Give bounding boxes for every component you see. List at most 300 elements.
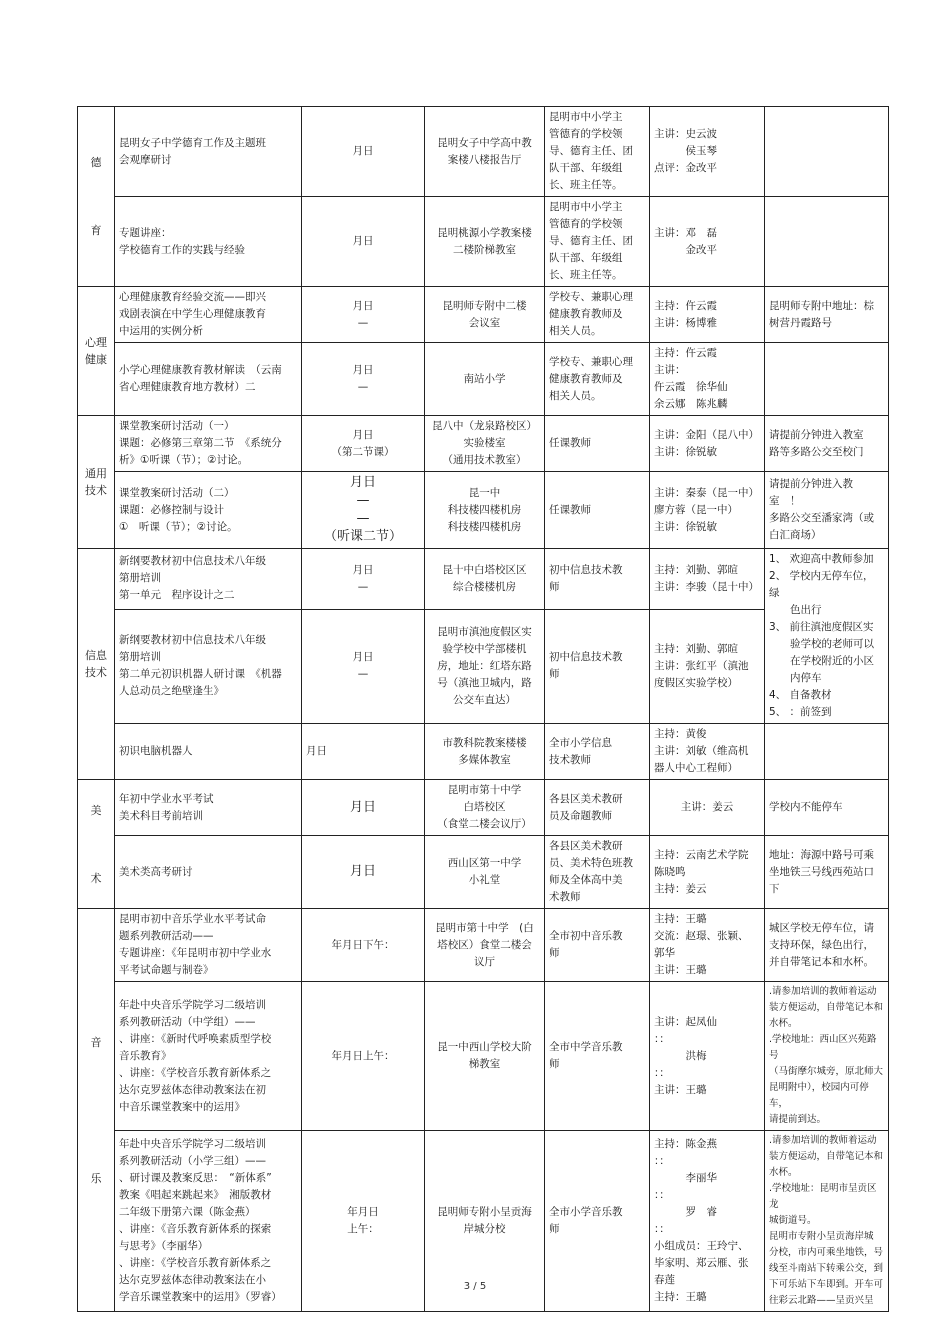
venue-cell: [425, 416, 545, 472]
staff-cell: [650, 836, 765, 909]
venue-cell-line: 公交车直达）: [453, 693, 516, 706]
venue-cell-line: 议厅: [474, 955, 495, 968]
topic-cell-line: 第二单元初识机器人研讨课 《机器: [119, 668, 282, 681]
date-cell: [302, 472, 425, 549]
topic-cell-line: 题系列教研活动——: [119, 930, 214, 942]
staff-cell: [650, 343, 765, 416]
note-cell-line: 装方便运动，自带笔记本和: [769, 1151, 884, 1162]
venue-cell-line: 岸城分校: [463, 1223, 506, 1235]
staff-cell-line: 主持：云南艺术学院: [654, 848, 749, 861]
topic-cell-line: 系列教研活动（中学组）——: [119, 1015, 256, 1028]
note-cell-line: .学校地址：昆明市呈贡区龙: [769, 1183, 877, 1210]
staff-cell-line: 主讲：王璐: [654, 964, 707, 976]
audience-cell: [545, 780, 650, 836]
venue-cell-line: 市教科院教案楼楼: [442, 736, 527, 749]
topic-cell-line: 音乐教育》: [119, 1049, 172, 1062]
staff-cell-line: 主持：王璐: [654, 913, 707, 925]
audience-cell-line: 师: [549, 947, 560, 959]
audience-cell: [545, 197, 650, 287]
note-cell: [765, 724, 889, 780]
note-cell-line: 多路公交至潘家湾（或: [769, 512, 874, 524]
audience-cell-line: 长、班主任等。: [549, 179, 623, 191]
venue-cell: [425, 836, 545, 909]
note-cell-line: 5、 ：前签到: [769, 706, 832, 718]
date-cell: [302, 107, 425, 197]
topic-cell-line: 析》①听课（节）；②讨论。: [119, 454, 249, 466]
venue-cell: [425, 780, 545, 836]
venue-cell-line: 二楼阶梯教室: [453, 243, 516, 256]
staff-cell-line: ：：: [654, 1223, 670, 1235]
venue-cell-line: 科技楼四楼机房: [447, 503, 522, 516]
staff-cell-line: 主持：仵云霞: [654, 299, 717, 312]
topic-cell-line: 课堂教案研讨活动（一）: [119, 420, 235, 432]
subject-cell-line: 术: [90, 871, 102, 885]
audience-cell-line: 昆明市中小学主: [549, 201, 623, 213]
staff-cell-line: 主讲：起凤仙: [654, 1015, 717, 1028]
audience-cell-line: 任课教师: [549, 437, 591, 449]
topic-cell: [115, 724, 302, 780]
note-cell: [765, 780, 889, 836]
table-row: [78, 780, 889, 836]
staff-cell-line: 主讲：徐锐敏: [654, 520, 717, 533]
table-row: [78, 724, 889, 780]
topic-cell-line: 心理健康教育经验交流——即兴: [119, 291, 266, 303]
audience-cell-line: 初中信息技术教: [549, 651, 623, 664]
topic-cell-line: 课题：必修第三章第二节 《系统分: [119, 437, 282, 449]
table-row: [78, 343, 889, 416]
staff-cell-line: 郭华: [654, 947, 675, 959]
audience-cell-line: 初中信息技术教: [549, 563, 623, 576]
venue-cell-line: 昆明桃源小学教案楼: [437, 226, 532, 239]
table-row: [78, 836, 889, 909]
staff-cell: [650, 724, 765, 780]
audience-cell-line: 全市小学信息: [549, 736, 612, 749]
table-row: [78, 416, 889, 472]
staff-cell: [650, 472, 765, 549]
note-cell-line: 1、 欢迎高中教师参加: [769, 553, 874, 565]
venue-cell: [425, 287, 545, 343]
note-cell-line: 坐地铁三号线西苑站口: [769, 865, 874, 878]
staff-cell: [650, 107, 765, 197]
topic-cell: [115, 343, 302, 416]
audience-cell-line: 师: [549, 1058, 560, 1070]
subject-cell-line: 信息: [85, 649, 107, 662]
topic-cell-line: 初识电脑机器人: [119, 745, 193, 757]
subject-cell-line: [82, 1102, 110, 1119]
date-cell-line: 月日: [352, 145, 374, 157]
note-cell-line: 水杯。: [769, 1018, 798, 1029]
date-cell-line: 月日: [352, 651, 374, 664]
topic-cell-line: 专题讲座：: [119, 226, 172, 239]
date-cell: [302, 549, 425, 610]
audience-cell-line: 昆明市中小学主: [549, 111, 623, 123]
venue-cell: [425, 609, 545, 723]
topic-cell: [115, 549, 302, 610]
date-cell-line: 年月日下午：: [331, 938, 395, 951]
note-cell-line: 线至斗南站下转乘公交，到: [769, 1263, 884, 1274]
audience-cell-line: 师: [549, 668, 560, 681]
note-cell-line: 白汇商场）: [769, 529, 822, 541]
note-cell: [765, 909, 889, 982]
venue-cell-line: 验学校中学部楼机: [442, 642, 527, 655]
audience-cell-line: 队干部、年级组: [549, 252, 623, 264]
staff-cell: [650, 780, 765, 836]
staff-cell-line: 主持：王璐: [654, 1291, 707, 1303]
subject-cell-line: 技术: [85, 666, 107, 679]
subject-cell-line: [82, 1136, 110, 1153]
staff-cell-line: 主持：仵云霞: [654, 347, 717, 359]
venue-cell: [425, 472, 545, 549]
topic-cell-line: 达尔克罗兹体态律动教案法在初: [119, 1083, 266, 1096]
table-row: [78, 197, 889, 287]
date-cell-line: 年月日: [347, 1206, 379, 1218]
note-cell-line: 色出行: [769, 604, 822, 616]
venue-cell-line: 号（滇池卫城内，路: [437, 676, 532, 689]
date-cell-line: （听课二节）: [323, 529, 402, 544]
topic-cell-line: 、研讨课及教案反思： “新体系”: [119, 1172, 272, 1184]
date-cell: [302, 197, 425, 287]
staff-cell-line: 主持：陈金燕: [654, 1138, 717, 1150]
topic-cell-line: 年初中学业水平考试: [119, 792, 214, 805]
staff-cell-line: 主讲：姜云: [680, 801, 734, 813]
staff-cell: [650, 416, 765, 472]
topic-cell-line: 系列教研活动（小学三组）——: [119, 1155, 266, 1167]
staff-cell: [650, 287, 765, 343]
venue-cell: [425, 197, 545, 287]
topic-cell-line: 第一单元 程序设计之二: [119, 589, 235, 602]
audience-cell: [545, 416, 650, 472]
audience-cell-line: 各县区美术教研: [549, 792, 623, 805]
topic-cell: [115, 416, 302, 472]
note-cell-line: 支持环保，绿色出行，: [769, 938, 874, 951]
subject-cell-line: [82, 1153, 110, 1170]
staff-cell: [650, 549, 765, 610]
topic-cell-line: 美术科目考前培训: [119, 809, 203, 822]
topic-cell: [115, 780, 302, 836]
audience-cell-line: 任课教师: [549, 503, 591, 516]
audience-cell-line: 师: [549, 580, 560, 593]
staff-cell-line: 主持：刘勤、郭暄: [654, 642, 738, 655]
staff-cell: [650, 982, 765, 1131]
venue-cell-line: 西山区第一中学: [447, 857, 522, 869]
topic-cell-line: 中音乐课堂教案中的运用》: [119, 1100, 245, 1113]
staff-cell-line: ：：: [654, 1066, 670, 1079]
subject-cell-line: 心理: [85, 336, 107, 349]
audience-cell-line: 各县区美术教研: [549, 840, 623, 852]
date-cell-line: —: [357, 668, 369, 681]
audience-cell-line: 师及全体高中美: [549, 874, 623, 886]
subject-cell-line: [82, 1085, 110, 1102]
staff-cell-line: 主讲：秦泰（昆一中）: [654, 486, 759, 499]
venue-cell-line: 白塔校区: [463, 801, 506, 813]
topic-cell-line: 小学心理健康教育教材解读 （云南: [119, 364, 282, 376]
date-cell-line: 月日: [352, 235, 374, 247]
date-cell: [302, 416, 425, 472]
note-cell-line: 城街道号。: [769, 1215, 817, 1226]
venue-cell: [425, 343, 545, 416]
subject-cell-line: [82, 836, 110, 853]
topic-cell-line: 年赴中央音乐学院学习二级培训: [119, 998, 266, 1011]
subject-cell: [78, 549, 115, 780]
topic-cell: [115, 107, 302, 197]
note-cell-line: 并自带笔记本和水杯。: [769, 955, 874, 968]
audience-cell-line: 长、班主任等。: [549, 269, 623, 281]
date-cell-line: 月日: [352, 364, 374, 376]
venue-cell-line: 综合楼楼机房: [453, 580, 516, 593]
note-cell-line: 往彩云北路——呈贡兴呈: [769, 1295, 874, 1306]
topic-cell-line: 平考试命题与制卷》: [119, 964, 214, 976]
subject-cell: [78, 287, 115, 416]
staff-cell-line: 点评：金改平: [654, 162, 717, 174]
topic-cell-line: 、讲座：《学校音乐教育新体系之: [119, 1066, 272, 1079]
audience-cell-line: 学校专、兼职心理: [549, 291, 633, 303]
venue-cell-line: 昆一中西山学校大阶: [437, 1041, 532, 1053]
staff-cell: [650, 909, 765, 982]
date-cell-line: 上午：: [347, 1223, 379, 1235]
audience-cell: [545, 724, 650, 780]
topic-cell-line: 学音乐课堂教案中的运用》（罗睿）: [119, 1291, 282, 1303]
audience-cell: [545, 343, 650, 416]
staff-cell-line: 主讲：王璐: [654, 1083, 707, 1096]
note-cell: [765, 107, 889, 197]
table-row: [78, 107, 889, 197]
audience-cell-line: 相关人员。: [549, 325, 602, 337]
topic-cell-line: 、讲座：《新时代呼唤素质型学校: [119, 1032, 272, 1045]
venue-cell-line: 昆十中白塔校区区: [442, 563, 527, 576]
subject-cell-line: 技术: [85, 484, 107, 497]
note-cell-line: 昆明附中），校园内可停车，: [769, 1082, 869, 1109]
subject-cell-line: [82, 205, 110, 222]
staff-cell-line: 主持：黄俊: [654, 728, 707, 740]
topic-cell-line: 二年级下册第六课（陈金燕）: [119, 1206, 256, 1218]
topic-cell-line: 学校德育工作的实践与经验: [119, 243, 245, 256]
staff-cell-line: 度假区实验学校）: [654, 676, 738, 689]
staff-cell-line: 器人中心工程师）: [654, 762, 738, 774]
date-cell-line: 月日: [352, 299, 374, 312]
topic-cell-line: 课题：必修控制与设计: [119, 503, 224, 516]
audience-cell-line: 健康教育教师及: [549, 308, 623, 320]
staff-cell-line: 主讲：金阳（昆八中）: [654, 428, 759, 441]
topic-cell-line: 新纲要教材初中信息技术八年级: [119, 634, 266, 647]
table-row: [78, 287, 889, 343]
staff-cell: [650, 609, 765, 723]
staff-cell-line: ：：: [654, 1155, 670, 1167]
subject-cell-line: [82, 1051, 110, 1068]
topic-cell-line: 会观摩研讨: [119, 153, 172, 166]
topic-cell-line: 昆明市初中音乐学业水平考试命: [119, 913, 266, 925]
audience-cell: [545, 549, 650, 610]
audience-cell-line: 全市初中音乐教: [549, 930, 623, 942]
venue-cell-line: 昆八中（龙泉路校区）: [432, 420, 537, 432]
topic-cell-line: 戏剧表演在中学生心理健康教育: [119, 308, 266, 320]
note-cell-line: 4、 自备教材: [769, 689, 832, 701]
audience-cell-line: 导、德育主任、团: [549, 235, 633, 247]
date-cell: [302, 780, 425, 836]
staff-cell-line: 主讲：徐锐敏: [654, 445, 717, 458]
note-cell-line: [769, 233, 884, 250]
table-row: [78, 982, 889, 1131]
note-cell-line: [769, 143, 884, 160]
date-cell: [302, 287, 425, 343]
venue-cell-line: 昆一中: [468, 486, 501, 499]
staff-cell-line: 主讲：杨博雅: [654, 316, 717, 329]
note-cell-line: 3、 前往滇池度假区实: [769, 621, 874, 633]
audience-cell-line: 技术教师: [549, 753, 591, 766]
note-cell: [765, 197, 889, 287]
note-cell: [765, 343, 889, 416]
date-cell-line: —: [357, 580, 369, 593]
subject-cell-line: [82, 171, 110, 188]
venue-cell-line: 科技楼四楼机房: [447, 520, 522, 533]
topic-cell: [115, 197, 302, 287]
note-cell-line: 在学校附近的小区: [769, 655, 874, 667]
note-cell: [765, 982, 889, 1131]
topic-cell-line: 、讲座：《音乐教育新体系的探索: [119, 1223, 272, 1235]
audience-cell: [545, 472, 650, 549]
venue-cell: [425, 909, 545, 982]
topic-cell-line: ① 听课（节）；②讨论。: [119, 520, 238, 533]
venue-cell: [425, 107, 545, 197]
topic-cell-line: 、讲座：《学校音乐教育新体系之: [119, 1257, 272, 1269]
subject-cell-line: 健康: [85, 353, 107, 366]
audience-cell-line: 全市中学音乐教: [549, 1041, 623, 1053]
topic-cell-line: 省心理健康教育地方教材）二: [119, 381, 256, 393]
staff-cell-line: 主讲：刘敏（维高机: [654, 745, 749, 757]
staff-cell-line: 主讲：邓 磊: [654, 226, 717, 239]
staff-cell-line: ：：: [654, 1032, 670, 1045]
venue-cell-line: 实验楼室: [463, 437, 506, 449]
note-cell-line: 城区学校无停车位，请: [769, 921, 874, 934]
topic-cell-line: 新纲要教材初中信息技术八年级: [119, 555, 266, 568]
topic-cell-line: 达尔克罗兹体态律动教案法在小: [119, 1274, 266, 1286]
subject-cell-line: 音: [90, 1035, 102, 1049]
date-cell: [302, 909, 425, 982]
date-cell-line: （第二节课）: [331, 445, 395, 458]
note-cell: [765, 287, 889, 343]
venue-cell-line: （通用技术教室）: [442, 454, 527, 466]
note-cell-line: 分校，市内可乘坐地铁，号: [769, 1247, 884, 1258]
note-cell: [765, 549, 889, 724]
note-cell-line: 地址：海源中路号可乘: [769, 848, 874, 861]
subject-cell-line: 通用: [85, 467, 107, 480]
topic-cell: [115, 609, 302, 723]
subject-cell: [78, 780, 115, 909]
topic-cell-line: 人总动员之绝壁逢生》: [119, 685, 224, 698]
venue-cell-line: 多媒体教室: [458, 753, 511, 766]
note-cell-line: 下: [769, 882, 780, 895]
audience-cell-line: 管德育的学校领: [549, 218, 623, 230]
audience-cell: [545, 287, 650, 343]
note-cell-line: 内停车: [769, 672, 822, 684]
venue-cell-line: 昆明市滇池度假区实: [437, 625, 532, 638]
note-cell-line: 学校内不能停车: [769, 801, 843, 813]
topic-cell: [115, 836, 302, 909]
audience-cell-line: 队干部、年级组: [549, 162, 623, 174]
page-number: 3 / 5: [463, 1281, 487, 1292]
venue-cell-line: 塔校区）食堂二楼会: [437, 938, 532, 951]
topic-cell: [115, 287, 302, 343]
note-cell-line: 水杯。: [769, 1167, 798, 1178]
topic-cell-line: 教案《唱起来跳起来》 湘版教材: [119, 1189, 272, 1201]
note-cell-line: .请参加培训的教师着运动: [769, 986, 877, 997]
staff-cell-line: 金改平: [654, 243, 717, 256]
staff-cell-line: 主讲：: [654, 364, 686, 376]
venue-cell-line: 昆明市第十中学 (白: [435, 921, 534, 934]
topic-cell-line: 美术类高考研讨: [119, 865, 193, 878]
venue-cell-line: 南站小学: [463, 372, 506, 385]
note-cell-line: 路等多路公交至校门: [769, 445, 864, 458]
note-cell-line: 请提前分钟进入教室 ！: [769, 478, 853, 507]
note-cell-line: [769, 743, 884, 760]
audience-cell: [545, 609, 650, 723]
topic-cell: [115, 472, 302, 549]
audience-cell-line: 员及命题教师: [549, 809, 612, 822]
date-cell-line: —: [357, 381, 369, 393]
table-row: [78, 549, 889, 610]
date-cell-line: 年月日上午：: [331, 1049, 395, 1062]
note-cell-line: 请提前分钟进入教室: [769, 428, 864, 441]
venue-cell-line: 会议室: [468, 316, 501, 329]
audience-cell-line: 导、德育主任、团: [549, 145, 633, 157]
subject-cell-line: 乐: [90, 1171, 102, 1185]
staff-cell-line: 仵云霞 徐华仙: [654, 381, 728, 393]
topic-cell: [115, 982, 302, 1131]
subject-cell-line: [82, 853, 110, 870]
audience-cell-line: 相关人员。: [549, 389, 602, 402]
topic-cell-line: 专题讲座：《年昆明市初中学业水: [119, 947, 272, 959]
subject-cell-line: 育: [90, 224, 102, 237]
subject-cell: [78, 107, 115, 287]
subject-cell: [78, 909, 115, 1312]
topic-cell-line: 昆明女子中学德育工作及主题班: [119, 136, 266, 149]
staff-cell-line: 主讲：李骏（昆十中）: [654, 580, 759, 593]
subject-cell-line: 美: [90, 803, 102, 817]
date-cell-line: 月日: [352, 428, 374, 441]
schedule-table: [77, 106, 889, 1312]
note-cell-line: 昆明市专附小呈贡海岸城: [769, 1231, 874, 1242]
staff-cell-line: 廖方蓉（昆一中）: [654, 503, 738, 516]
venue-cell-line: 昆明师专附中二楼: [442, 299, 527, 312]
audience-cell-line: 管德育的学校领: [549, 128, 623, 140]
staff-cell-line: 交流：赵璟、张颖、: [654, 930, 749, 942]
staff-cell-line: 主讲：张红平（滇池: [654, 659, 749, 672]
topic-cell-line: 年赴中央音乐学院学习二级培训: [119, 1138, 266, 1150]
subject-cell-line: [82, 1119, 110, 1136]
audience-cell-line: 师: [549, 1223, 560, 1235]
audience-cell: [545, 107, 650, 197]
audience-cell: [545, 836, 650, 909]
topic-cell-line: 第册培训: [119, 572, 161, 585]
staff-cell-line: 洪梅: [654, 1049, 707, 1062]
date-cell-line: —: [356, 511, 370, 526]
audience-cell-line: 健康教育教师及: [549, 372, 623, 385]
staff-cell-line: ：：: [654, 1189, 670, 1201]
subject-cell-line: [82, 188, 110, 205]
date-cell-line: —: [357, 316, 369, 329]
date-cell-line: 月日: [349, 475, 376, 490]
topic-cell-line: 课堂教案研讨活动（二）: [119, 486, 235, 499]
date-cell-line: 月日: [349, 864, 376, 879]
staff-cell-line: 主讲：史云波: [654, 128, 717, 140]
note-cell-line: 请提前到达。: [769, 1114, 827, 1125]
note-cell-line: （马街摩尔城旁，原北师大: [769, 1066, 884, 1077]
note-cell: [765, 416, 889, 472]
venue-cell-line: 昆明师专附小呈贡海: [437, 1206, 532, 1218]
audience-cell-line: 学校专、兼职心理: [549, 355, 633, 368]
venue-cell-line: 梯教室: [468, 1058, 501, 1070]
note-cell: [765, 472, 889, 549]
staff-cell-line: 小组成员：王玲宁、: [654, 1240, 749, 1252]
